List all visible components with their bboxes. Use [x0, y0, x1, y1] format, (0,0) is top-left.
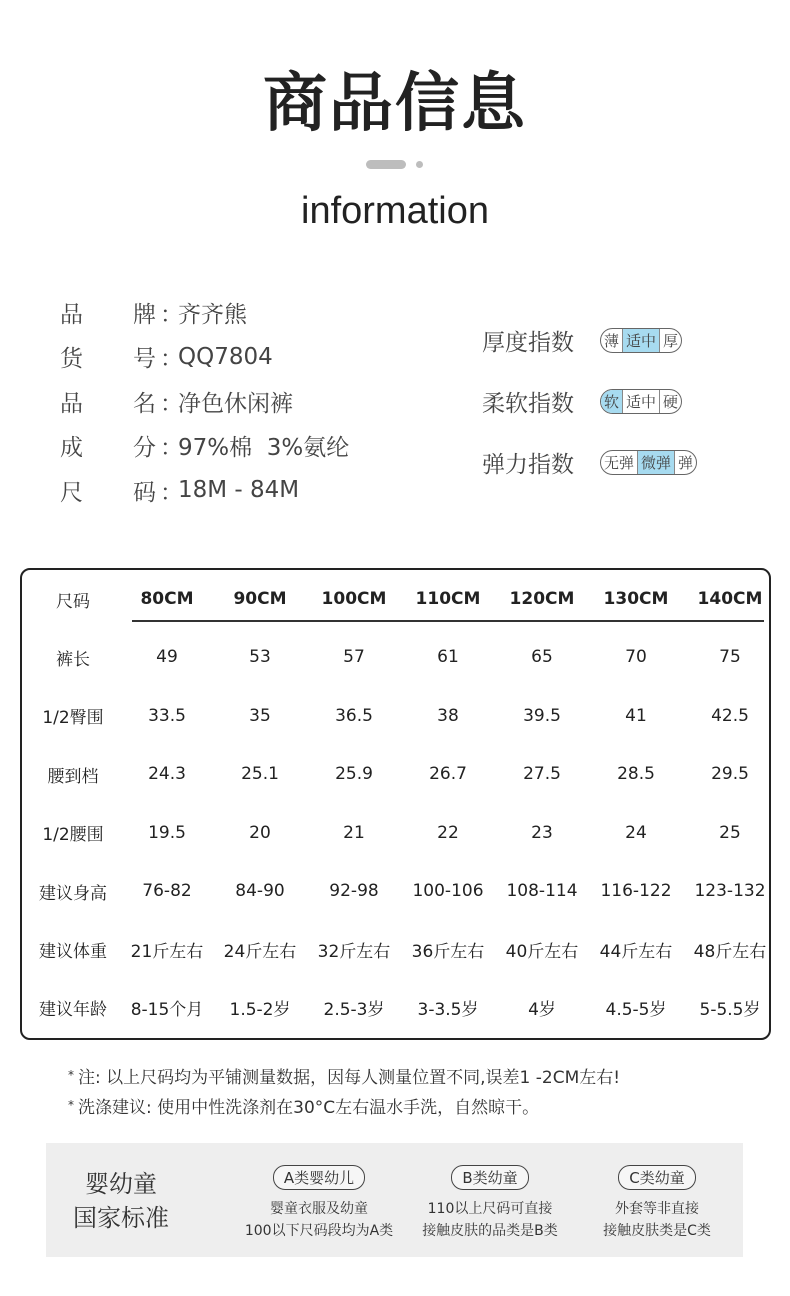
standard-category-a	[234, 1165, 404, 1242]
info-row-item-number	[60, 335, 349, 380]
info-key	[60, 296, 160, 329]
info-row-product-name	[60, 379, 349, 424]
table-cell: 36斤左右	[411, 941, 485, 962]
index-scale	[600, 389, 682, 414]
table-cell: 32斤左右	[317, 941, 391, 962]
info-key-char: 分	[133, 435, 156, 462]
row-label: 建议体重	[39, 941, 107, 962]
fabric-index-panel	[482, 310, 697, 493]
table-cell: 49	[156, 647, 178, 668]
info-value: QQ7804	[178, 343, 273, 370]
table-cell: 1.5-2岁	[229, 1000, 291, 1021]
info-key-char: 码	[133, 479, 156, 506]
table-cell: 19.5	[148, 822, 186, 843]
index-option: 厚	[659, 329, 681, 352]
index-option: 软	[601, 390, 622, 413]
info-key-char: 成	[60, 435, 83, 462]
info-separator: ：	[160, 301, 183, 328]
info-separator: ：	[160, 390, 183, 417]
table-cell: 26.7	[429, 764, 467, 785]
size-header-cell: 120CM	[509, 589, 575, 609]
standard-category-b	[405, 1165, 575, 1242]
standard-title	[66, 1167, 176, 1235]
table-cell: 33.5	[148, 705, 186, 726]
table-cell: 25.1	[241, 764, 279, 785]
note-measurement	[68, 1060, 620, 1090]
table-cell: 76-82	[142, 881, 192, 901]
table-cell: 36.5	[335, 705, 373, 726]
page-title: 商品信息	[263, 67, 527, 141]
info-key-char: 名	[133, 390, 156, 417]
table-cell: 42.5	[711, 705, 749, 726]
info-separator: ：	[160, 479, 183, 506]
table-cell: 20	[249, 822, 271, 843]
table-cell: 53	[249, 647, 271, 668]
standard-title-line: 婴幼童	[85, 1170, 157, 1198]
index-option: 适中	[622, 390, 659, 413]
table-cell: 25	[719, 822, 741, 843]
info-value: 净色休闲裤	[178, 390, 293, 417]
index-option: 薄	[604, 332, 620, 350]
table-cell: 4.5-5岁	[605, 1000, 667, 1021]
note-text: 洗涤建议: 使用中性洗涤剂在30°C左右温水手洗，自然晾干。	[78, 1097, 540, 1118]
info-separator: ：	[160, 346, 183, 373]
index-row-thickness	[482, 310, 697, 371]
standard-category-c	[572, 1165, 742, 1242]
national-standard-panel	[46, 1143, 743, 1257]
divider-bar	[366, 160, 406, 169]
divider-dot	[416, 161, 423, 168]
size-header-cell: 80CM	[140, 589, 194, 609]
table-cell: 21斤左右	[130, 941, 204, 962]
table-cell: 108-114	[506, 881, 578, 901]
table-cell: 21	[343, 822, 365, 843]
title-divider	[366, 160, 436, 170]
category-description	[405, 1198, 575, 1242]
info-key-char: 尺	[60, 479, 83, 506]
size-header-cell: 140CM	[697, 589, 763, 609]
size-header-cell: 90CM	[233, 589, 287, 609]
info-value: 齐齐熊	[178, 301, 247, 328]
info-key	[60, 474, 160, 507]
table-cell: 24	[625, 822, 647, 843]
standard-title-line: 国家标准	[73, 1204, 169, 1232]
category-text-line: 100以下尺码段均为A类	[244, 1223, 394, 1239]
table-cell: 65	[531, 647, 553, 668]
table-cell: 123-132	[694, 881, 766, 901]
table-cell: 4岁	[528, 1000, 556, 1021]
table-cell: 3-3.5岁	[417, 1000, 479, 1021]
row-label: 裤长	[56, 649, 90, 670]
table-header-row	[22, 570, 773, 628]
index-option: 无弹	[604, 454, 635, 472]
size-header-cell: 110CM	[415, 589, 481, 609]
index-scale	[600, 328, 682, 353]
note-text: 注: 以上尺码均为平铺测量数据，因每人测量位置不同,误差1 -2CM左右!	[78, 1067, 621, 1088]
table-cell: 8-15个月	[130, 1000, 204, 1021]
table-cell: 116-122	[600, 881, 672, 901]
table-row	[22, 979, 773, 1037]
table-cell: 25.9	[335, 764, 373, 785]
size-header-label: 尺码	[56, 591, 90, 612]
index-option: 微弹	[637, 451, 674, 474]
table-cell: 39.5	[523, 705, 561, 726]
index-label: 厚度指数	[482, 330, 574, 356]
table-cell: 29.5	[711, 764, 749, 785]
note-washing	[68, 1090, 620, 1120]
index-row-elasticity	[482, 432, 697, 493]
info-key	[60, 385, 160, 418]
info-key	[60, 340, 160, 373]
info-key-char: 品	[60, 301, 83, 328]
table-cell: 22	[437, 822, 459, 843]
category-badge: B类幼童	[451, 1165, 528, 1190]
category-description	[234, 1198, 404, 1242]
product-info-list	[60, 290, 349, 513]
table-cell: 24.3	[148, 764, 186, 785]
info-key-char: 号	[133, 346, 156, 373]
table-cell: 84-90	[235, 881, 285, 901]
info-value: 97%棉 3%氨纶	[178, 435, 350, 462]
page-subtitle: information	[301, 190, 489, 232]
info-key-char: 品	[60, 390, 83, 417]
info-key-char: 牌	[133, 301, 156, 328]
table-cell: 61	[437, 647, 459, 668]
size-chart-table	[20, 568, 771, 1040]
size-header-cell: 100CM	[321, 589, 387, 609]
info-row-composition	[60, 424, 349, 469]
category-description	[572, 1198, 742, 1242]
table-cell: 28.5	[617, 764, 655, 785]
table-row	[22, 862, 773, 920]
table-cell: 75	[719, 647, 741, 668]
info-value: 18M - 84M	[178, 477, 300, 504]
category-text-line: 110以上尺码可直接	[427, 1201, 553, 1217]
row-label: 建议年龄	[39, 1000, 107, 1021]
asterisk-icon: *	[68, 1098, 74, 1112]
table-cell: 41	[625, 705, 647, 726]
info-separator: ：	[160, 435, 183, 462]
index-option: 弹	[674, 451, 696, 474]
category-text-line: 接触皮肤类是C类	[603, 1223, 711, 1239]
table-cell: 2.5-3岁	[323, 1000, 385, 1021]
index-option: 硬	[659, 390, 681, 413]
asterisk-icon: *	[68, 1068, 74, 1082]
table-cell: 38	[437, 705, 459, 726]
table-row	[22, 687, 773, 745]
notes	[68, 1060, 620, 1120]
index-label: 弹力指数	[482, 452, 574, 478]
category-text-line: 外套等非直接	[615, 1201, 699, 1217]
table-cell: 35	[249, 705, 271, 726]
index-label: 柔软指数	[482, 391, 574, 417]
table-cell: 44斤左右	[599, 941, 673, 962]
table-cell: 70	[625, 647, 647, 668]
row-label: 腰到档	[47, 766, 99, 787]
table-cell: 40斤左右	[505, 941, 579, 962]
category-text-line: 接触皮肤的品类是B类	[422, 1223, 558, 1239]
row-label: 1/2腰围	[42, 825, 104, 846]
table-row	[22, 628, 773, 686]
size-header-cell: 130CM	[603, 589, 669, 609]
table-row	[22, 804, 773, 862]
category-badge: C类幼童	[618, 1165, 695, 1190]
info-key	[60, 429, 160, 462]
table-cell: 100-106	[412, 881, 484, 901]
info-key-char: 货	[60, 346, 83, 373]
index-scale	[600, 450, 697, 475]
info-row-brand	[60, 290, 349, 335]
index-option: 适中	[622, 329, 659, 352]
row-label: 建议身高	[39, 883, 107, 904]
table-cell: 48斤左右	[693, 941, 767, 962]
table-cell: 92-98	[329, 881, 379, 901]
category-badge: A类婴幼儿	[273, 1165, 365, 1190]
info-row-size-range	[60, 468, 349, 513]
index-row-softness	[482, 371, 697, 432]
table-cell: 24斤左右	[223, 941, 297, 962]
table-cell: 5-5.5岁	[699, 1000, 761, 1021]
category-text-line: 婴童衣服及幼童	[270, 1201, 368, 1217]
table-row	[22, 745, 773, 803]
table-cell: 23	[531, 822, 553, 843]
table-row	[22, 920, 773, 978]
table-cell: 27.5	[523, 764, 561, 785]
table-cell: 57	[343, 647, 365, 668]
row-label: 1/2臀围	[42, 708, 104, 729]
